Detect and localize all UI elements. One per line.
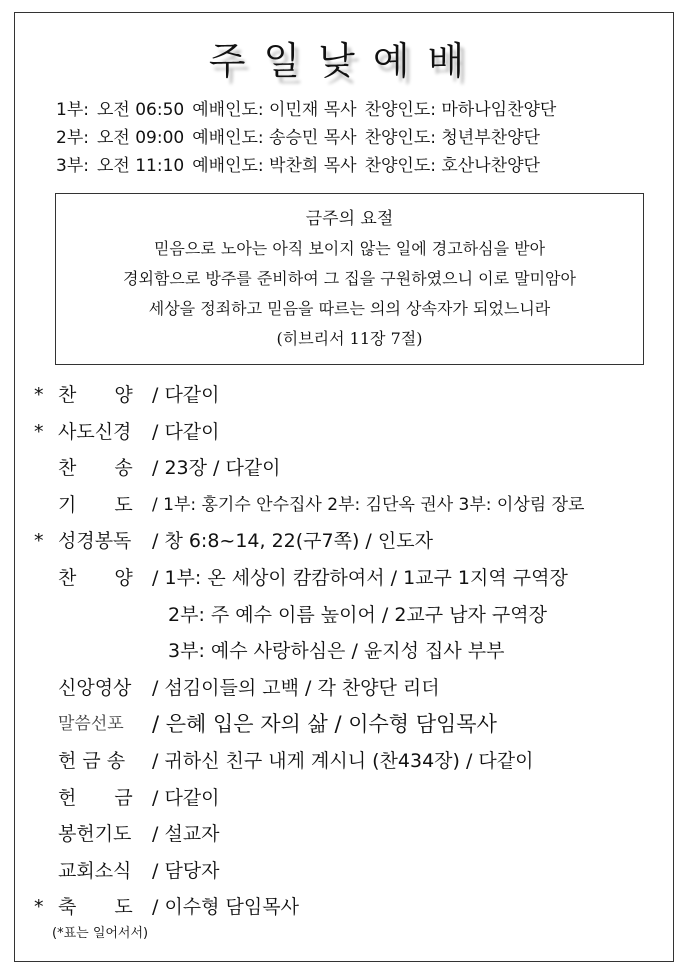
item-content: / 다같이 (152, 420, 220, 443)
item-label: 찬 송 (58, 457, 133, 480)
order-item (34, 597, 674, 634)
service-schedule (56, 96, 666, 180)
scripture-heading: 금주의 요절 (305, 209, 394, 229)
service-row (56, 152, 666, 180)
praise-leader: 찬양인도: 호산나찬양단 (364, 156, 540, 176)
order-item (34, 706, 674, 743)
service-time: 오전 06:50 (96, 100, 185, 120)
praise-leader: 찬양인도: 마하나임찬양단 (364, 100, 557, 120)
item-label: 성경봉독 (58, 530, 132, 553)
order-item (34, 816, 674, 853)
item-content: / 섬김이들의 고백 / 각 찬양단 리더 (152, 676, 440, 699)
page-title: 주일낮예배 (208, 39, 483, 83)
item-label: 사도신경 (58, 420, 132, 443)
item-label: 축 도 (58, 896, 133, 919)
scripture-box (55, 193, 644, 365)
service-time: 오전 11:10 (96, 156, 185, 176)
session-label: 1부: (56, 100, 89, 120)
order-item (34, 414, 674, 451)
scripture-reference: (히브리서 11장 7절) (276, 329, 423, 348)
order-item (34, 560, 674, 597)
item-label: 봉헌기도 (58, 823, 132, 846)
order-item (34, 889, 674, 926)
standing-marker: * (34, 896, 44, 919)
item-content: / 다같이 (152, 384, 220, 406)
service-row (56, 124, 666, 152)
item-content: / 다같이 (152, 786, 220, 809)
order-item (34, 743, 674, 780)
standing-marker: * (34, 530, 44, 553)
worship-leader: 예배인도: 송승민 목사 (192, 128, 357, 148)
order-item (34, 853, 674, 890)
item-content: 3부: 예수 사랑하심은 / 윤지성 집사 부부 (168, 640, 505, 663)
item-content: / 1부: 온 세상이 캄캄하여서 / 1교구 1지역 구역장 (152, 566, 568, 589)
standing-note: (*표는 일어서서) (52, 926, 149, 941)
order-item (34, 487, 674, 524)
scripture-line: 경외함으로 방주를 준비하여 그 집을 구원하였으니 이로 말미암아 (123, 269, 576, 288)
order-item (34, 450, 674, 487)
item-label: 헌 금 (58, 786, 133, 809)
order-item (34, 670, 674, 707)
order-item (34, 523, 674, 560)
scripture-line: 세상을 정죄하고 믿음을 따르는 의의 상속자가 되었느니라 (148, 299, 551, 318)
item-label: 기 도 (58, 493, 133, 516)
scripture-line: 믿음으로 노아는 아직 보이지 않는 일에 경고하심을 받아 (153, 239, 546, 258)
item-content: / 설교자 (152, 823, 220, 846)
item-content: / 귀하신 친구 내게 계시니 (찬434장) / 다같이 (152, 749, 534, 772)
item-label: 찬 양 (58, 384, 133, 406)
standing-marker: * (34, 420, 44, 443)
session-label: 3부: (56, 156, 89, 176)
order-item (34, 633, 674, 670)
item-label: 헌 금 송 (58, 749, 126, 772)
standing-marker: * (34, 384, 44, 406)
item-content: / 창 6:8~14, 22(구7쪽) / 인도자 (152, 530, 433, 553)
worship-leader: 예배인도: 이민재 목사 (192, 100, 357, 120)
item-label: 찬 양 (58, 566, 133, 589)
praise-leader: 찬양인도: 청년부찬양단 (364, 128, 540, 148)
item-content: / 은혜 입은 자의 삶 / 이수형 담임목사 (152, 712, 497, 737)
worship-leader: 예배인도: 박찬희 목사 (192, 156, 357, 176)
service-row (56, 96, 666, 124)
order-of-worship (34, 377, 674, 926)
item-label: 말씀선포 (58, 714, 124, 735)
item-content: / 23장 / 다같이 (152, 457, 281, 480)
item-label: 신앙영상 (58, 676, 132, 699)
item-content: / 담당자 (152, 859, 220, 882)
session-label: 2부: (56, 128, 89, 148)
order-item (34, 377, 674, 414)
item-content: / 1부: 홍기수 안수집사 2부: 김단옥 권사 3부: 이상림 장로 (152, 494, 585, 515)
item-content: / 이수형 담임목사 (152, 896, 299, 919)
service-time: 오전 09:00 (96, 128, 185, 148)
item-label: 교회소식 (58, 859, 132, 882)
order-item (34, 780, 674, 817)
item-content: 2부: 주 예수 이름 높이어 / 2교구 남자 구역장 (168, 603, 547, 626)
